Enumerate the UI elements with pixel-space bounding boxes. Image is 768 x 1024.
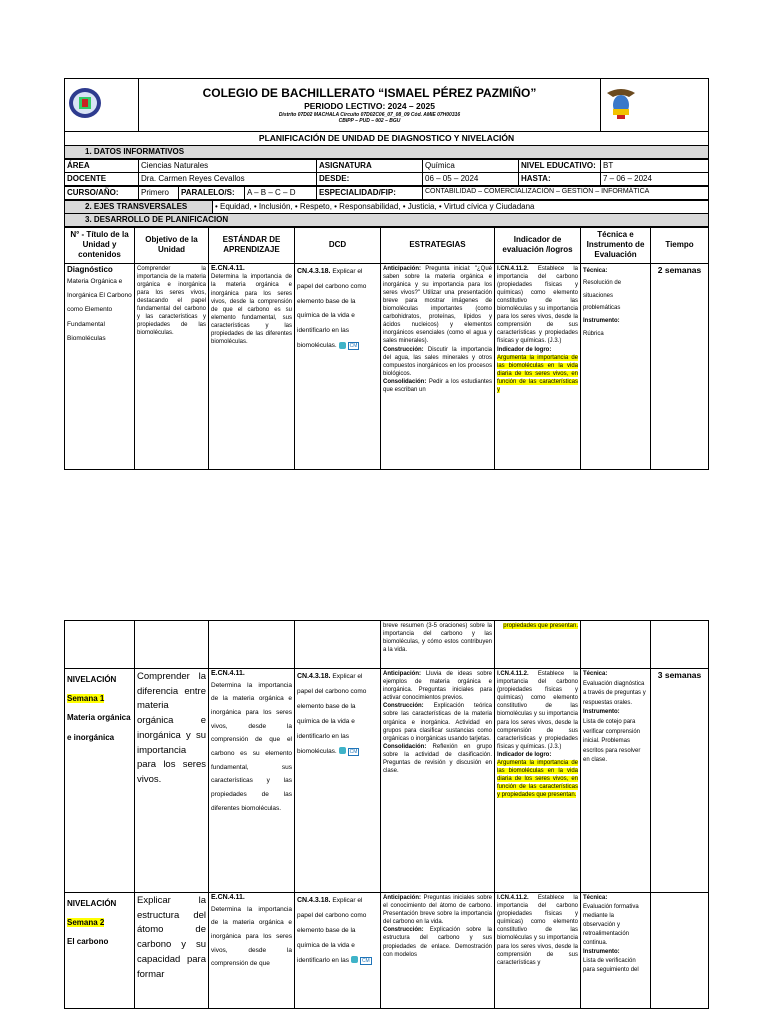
instrumento-label: Instrumento: — [583, 949, 620, 955]
tecnica-label: Técnica: — [583, 671, 608, 677]
ecuador-coat-of-arms — [601, 79, 709, 132]
coat-of-arms-icon — [603, 85, 639, 121]
dcd-text: Explicar el papel del carbono como elemento base de la química de la vida e identificarlo en las — [297, 897, 367, 964]
tiempo-value: 3 semanas — [651, 669, 709, 893]
col-estrategias: ESTRATEGIAS — [381, 227, 495, 263]
estandar-code: E.CN.4.11. — [211, 670, 245, 677]
anticipacion-label: Anticipación: — [383, 895, 422, 901]
cm-icon: CM — [349, 343, 358, 350]
section-datos: 1. DATOS INFORMATIVOS — [65, 145, 709, 158]
week-label: Semana 2 — [67, 918, 105, 928]
estandar-text: Determina la importancia de la materia orgánica e inorgánica para los seres vivos, desde la comprensión de que el carbono es su elemento fundamental, sus características y las propiedades de las diferentes biomoléculas. — [211, 681, 292, 812]
tecnica-label: Técnica: — [583, 895, 608, 901]
section-desarrollo: 3. DESARROLLO DE PLANIFICACION — [65, 213, 709, 226]
week-label: Semana 1 — [67, 694, 105, 704]
info-table — [64, 159, 709, 186]
consolidacion-label: Consolidación: — [383, 378, 427, 385]
anticipacion-text: Preguntas iniciales sobre el conocimiento del átomo de carbono. Presentación breve sobre la importancia del carbono en la vida. — [383, 895, 492, 926]
docente-label: DOCENTE — [65, 172, 139, 185]
hasta-label: HASTA: — [519, 172, 601, 185]
consolidacion-continued: breve resumen (3-5 oraciones) sobre la importancia del carbono y las biomoléculas, y cómo estos contribuyen a la vida. — [381, 621, 495, 669]
header-table — [64, 78, 709, 159]
cm-icon: CM — [349, 748, 358, 755]
estandar-code: E.CN.4.11. — [211, 894, 245, 901]
objetivo-text: Comprender la importancia de la materia orgánica e inorgánica para los seres vivos, destacando el papel fundamental del carbono y las características y propiedades de las biomoléculas. — [135, 263, 209, 469]
construccion-label: Construcción: — [383, 346, 424, 353]
instrumento-label: Instrumento: — [583, 709, 620, 716]
indicador-code: I.CN.4.11.2. — [497, 895, 529, 901]
row-title: NIVELACIÓN — [67, 899, 117, 908]
logro-label: Indicador de logro: — [497, 751, 552, 758]
hasta-value: 7 – 06 – 2024 — [601, 172, 709, 185]
school-logo — [65, 79, 139, 132]
dcd-code: CN.4.3.18. — [297, 673, 331, 680]
objetivo-text: Explicar la estructura del átomo de carbono y su capacidad para formar — [135, 893, 209, 1009]
area-value: Ciencias Naturales — [139, 159, 317, 172]
dcd-text: Explicar el papel del carbono como elemento base de la química de la vida e identificarlo en las biomoléculas. — [297, 267, 367, 350]
estandar-text: Determina la importancia de la materia orgánica e inorgánica para los seres vivos, desde la comprensión de que el carbono es su elemento fundamental, sus características y las propiedades de las diferentes biomoléculas. — [211, 274, 292, 346]
anticipacion-label: Anticipación: — [383, 671, 422, 677]
construccion-label: Construcción: — [383, 703, 424, 710]
anticipacion-text: Lluvia de ideas sobre ejemplos de materia orgánica e inorgánica. Preguntas iniciales para activar conocimientos previos. — [383, 671, 492, 702]
row-topic: El carbono — [67, 937, 109, 947]
table-row — [65, 263, 709, 469]
indicador-text: Establece la importancia del carbono (propiedades físicas y químicas) como elemento constitutivo de las biomoléculas y su importancia para los seres vivos, desde la comprensión de sus características y — [497, 895, 578, 966]
school-emblem-icon — [67, 85, 103, 121]
especialidad-label: ESPECIALIDAD/FIP: — [317, 186, 423, 199]
asignatura-label: ASIGNATURA — [317, 159, 423, 172]
dcd-text: Explicar el papel del carbono como elemento base de la química de la vida e identificarlo en las biomoléculas. — [297, 673, 367, 755]
logro-highlight: Argumenta la importancia de las biomoléculas en la vida diaria de los seres vivos, en función de las características y propiedades que presentan. — [497, 760, 578, 799]
especialidad-value: CONTABILIDAD – COMERCIALIZACIÓN – GESTIÓN – INFORMÁTICA — [423, 186, 709, 199]
desde-value: 06 – 05 – 2024 — [423, 172, 519, 185]
col-objetivo: Objetivo de la Unidad — [135, 227, 209, 263]
logro-label: Indicador de logro: — [497, 346, 552, 353]
anticipacion-label: Anticipación: — [383, 265, 422, 272]
tecnica-text: Resolución de situaciones problemáticas — [583, 280, 622, 312]
col-tiempo: Tiempo — [651, 227, 709, 263]
page-2 — [64, 620, 708, 1009]
col-indicador: Indicador de evaluación /logros — [495, 227, 581, 263]
row-title: Diagnóstico — [67, 264, 113, 274]
paralelo-label: PARALELO/S: — [179, 186, 245, 199]
instrumento-text: Lista de verificación para seguimiento del — [583, 958, 639, 973]
anticipacion-text: Pregunta inicial: "¿Qué saben sobre la materia orgánica e inorgánica y su importancia para los seres vivos?" Utilizar una presentación breve para mostrar imágenes de biomoléculas importantes (como carbohidratos, proteínas, lípidos y ácidos nucleicos) y elementos inorgánicos esenciales (como el agua y sales minerales). — [383, 265, 492, 345]
consolidacion-label: Consolidación: — [383, 743, 427, 750]
consolidacion-text: Reflexión en grupo sobre la actividad de clasificación. Preguntas de revisión y discusión en clase. — [383, 743, 492, 775]
table-row — [65, 669, 709, 893]
docente-value: Dra. Carmen Reyes Cevallos — [139, 172, 317, 185]
tecnica-text: Evaluación formativa mediante la observación y retroalimentación continua. — [583, 904, 639, 946]
page-1 — [64, 78, 708, 470]
info-icon — [351, 956, 358, 963]
planning-table-continued — [64, 620, 709, 1009]
district-info: Distrito 07D02 MACHALA Circuito 07D02C06_07_08_09 Cód. AMIE 07H00316 — [278, 111, 461, 118]
construccion-text: Discutir la importancia del agua, las sales minerales y otros compuestos inorgánicos en los procesos biológicos. — [383, 346, 492, 377]
table-row — [65, 893, 709, 1009]
desde-label: DESDE: — [317, 172, 423, 185]
plan-title: PLANIFICACIÓN DE UNIDAD DE DIAGNOSTICO Y NIVELACIÓN — [65, 132, 709, 146]
nivel-value: BT — [601, 159, 709, 172]
col-estandar: ESTÁNDAR DE APRENDIZAJE — [209, 227, 295, 263]
paralelo-value: A – B – C – D — [245, 186, 317, 199]
ejes-table — [64, 200, 709, 227]
row-contents: Materia Orgánica e Inorgánica El Carbono como Elemento Fundamental Biomoléculas — [67, 277, 132, 342]
instrumento-text: Lista de cotejo para verificar comprensión inicial. Problemas escritos para resolver en clase. — [583, 718, 641, 764]
row-topic: Materia orgánica e inorgánica — [67, 713, 131, 742]
construccion-label: Construcción: — [383, 927, 424, 934]
planning-table — [64, 227, 709, 470]
tecnica-text: Evaluación diagnóstica a través de preguntas y respuestas orales. — [583, 680, 646, 706]
area-label: ÁREA — [65, 159, 139, 172]
dcd-code: CN.4.3.18. — [297, 267, 331, 275]
indicador-code: I.CN.4.11.2. — [497, 671, 529, 677]
info-icon — [339, 342, 346, 349]
curso-label: CURSO/AÑO: — [65, 186, 139, 199]
document-code: CBIPP – PUD – 002 – BGU — [338, 117, 401, 124]
tecnica-label: Técnica: — [583, 267, 608, 274]
col-titulo: N° - Título de la Unidad y contenidos — [65, 227, 135, 263]
instrumento-text: Rúbrica — [583, 330, 604, 337]
cm-icon: CM — [361, 957, 370, 964]
logro-continued: propiedades que presentan. — [503, 623, 578, 629]
row-title: NIVELACIÓN — [67, 675, 117, 684]
section-ejes: 2. EJES TRANSVERSALES — [65, 200, 213, 213]
estandar-text: Determina la importancia de la materia orgánica e inorgánica para los seres vivos, desde la comprensión de que — [211, 905, 292, 968]
info-icon — [339, 747, 346, 754]
dcd-code: CN.4.3.18. — [297, 897, 331, 904]
nivel-label: NIVEL EDUCATIVO: — [519, 159, 601, 172]
construccion-text: Explicación sobre la estructura del carbono y sus propiedades de enlace. Demostración con modelos — [383, 927, 492, 958]
col-tecnica: Técnica e Instrumento de Evaluación — [581, 227, 651, 263]
instrumento-label: Instrumento: — [583, 318, 620, 324]
logro-highlight: Argumenta la importancia de las biomoléculas en la vida diaria de los seres vivos, en función de las características y — [497, 354, 578, 394]
estandar-code: E.CN.4.11. — [211, 264, 245, 272]
indicador-code: I.CN.4.11.2. — [497, 265, 529, 272]
indicador-text: Establece la importancia del carbono (propiedades físicas y químicas) como elemento constitutivo de las biomoléculas y su importancia para los seres vivos, desde la comprensión de sus características y propiedades físicas y químicas. (J.3.) — [497, 265, 578, 345]
period: PERIODO LECTIVO: 2024 – 2025 — [304, 100, 435, 111]
school-name: COLEGIO DE BACHILLERATO “ISMAEL PÉREZ PAZMIÑO” — [202, 85, 537, 100]
asignatura-value: Química — [423, 159, 519, 172]
ejes-value: • Equidad, • Inclusión, • Respeto, • Responsabilidad, • Justicia, • Virtud cívica y Ciudadana — [213, 200, 709, 213]
curso-table — [64, 186, 709, 200]
curso-value: Primero — [139, 186, 179, 199]
tiempo-value: 2 semanas — [651, 263, 709, 469]
indicador-text: Establece la importancia del carbono (propiedades físicas y químicas) como elemento constitutivo de las biomoléculas y su importancia para los seres vivos, desde la comprensión de sus características y propiedades físicas y químicas. (J.3.) — [497, 671, 578, 750]
objetivo-text: Comprender la diferencia entre materia orgánica e inorgánica y su importancia para los seres vivos. — [135, 669, 209, 893]
table-row — [65, 621, 709, 669]
construccion-text: Explicación teórica sobre las características de la materia orgánica e inorgánica. Actividad en grupos para clasificar sustancias como orgánicas o inorgánicas usando tarjetas. — [383, 703, 492, 742]
consolidacion-text: Pedir a los estudiantes que escriban un — [383, 378, 492, 394]
col-dcd: DCD — [295, 227, 381, 263]
